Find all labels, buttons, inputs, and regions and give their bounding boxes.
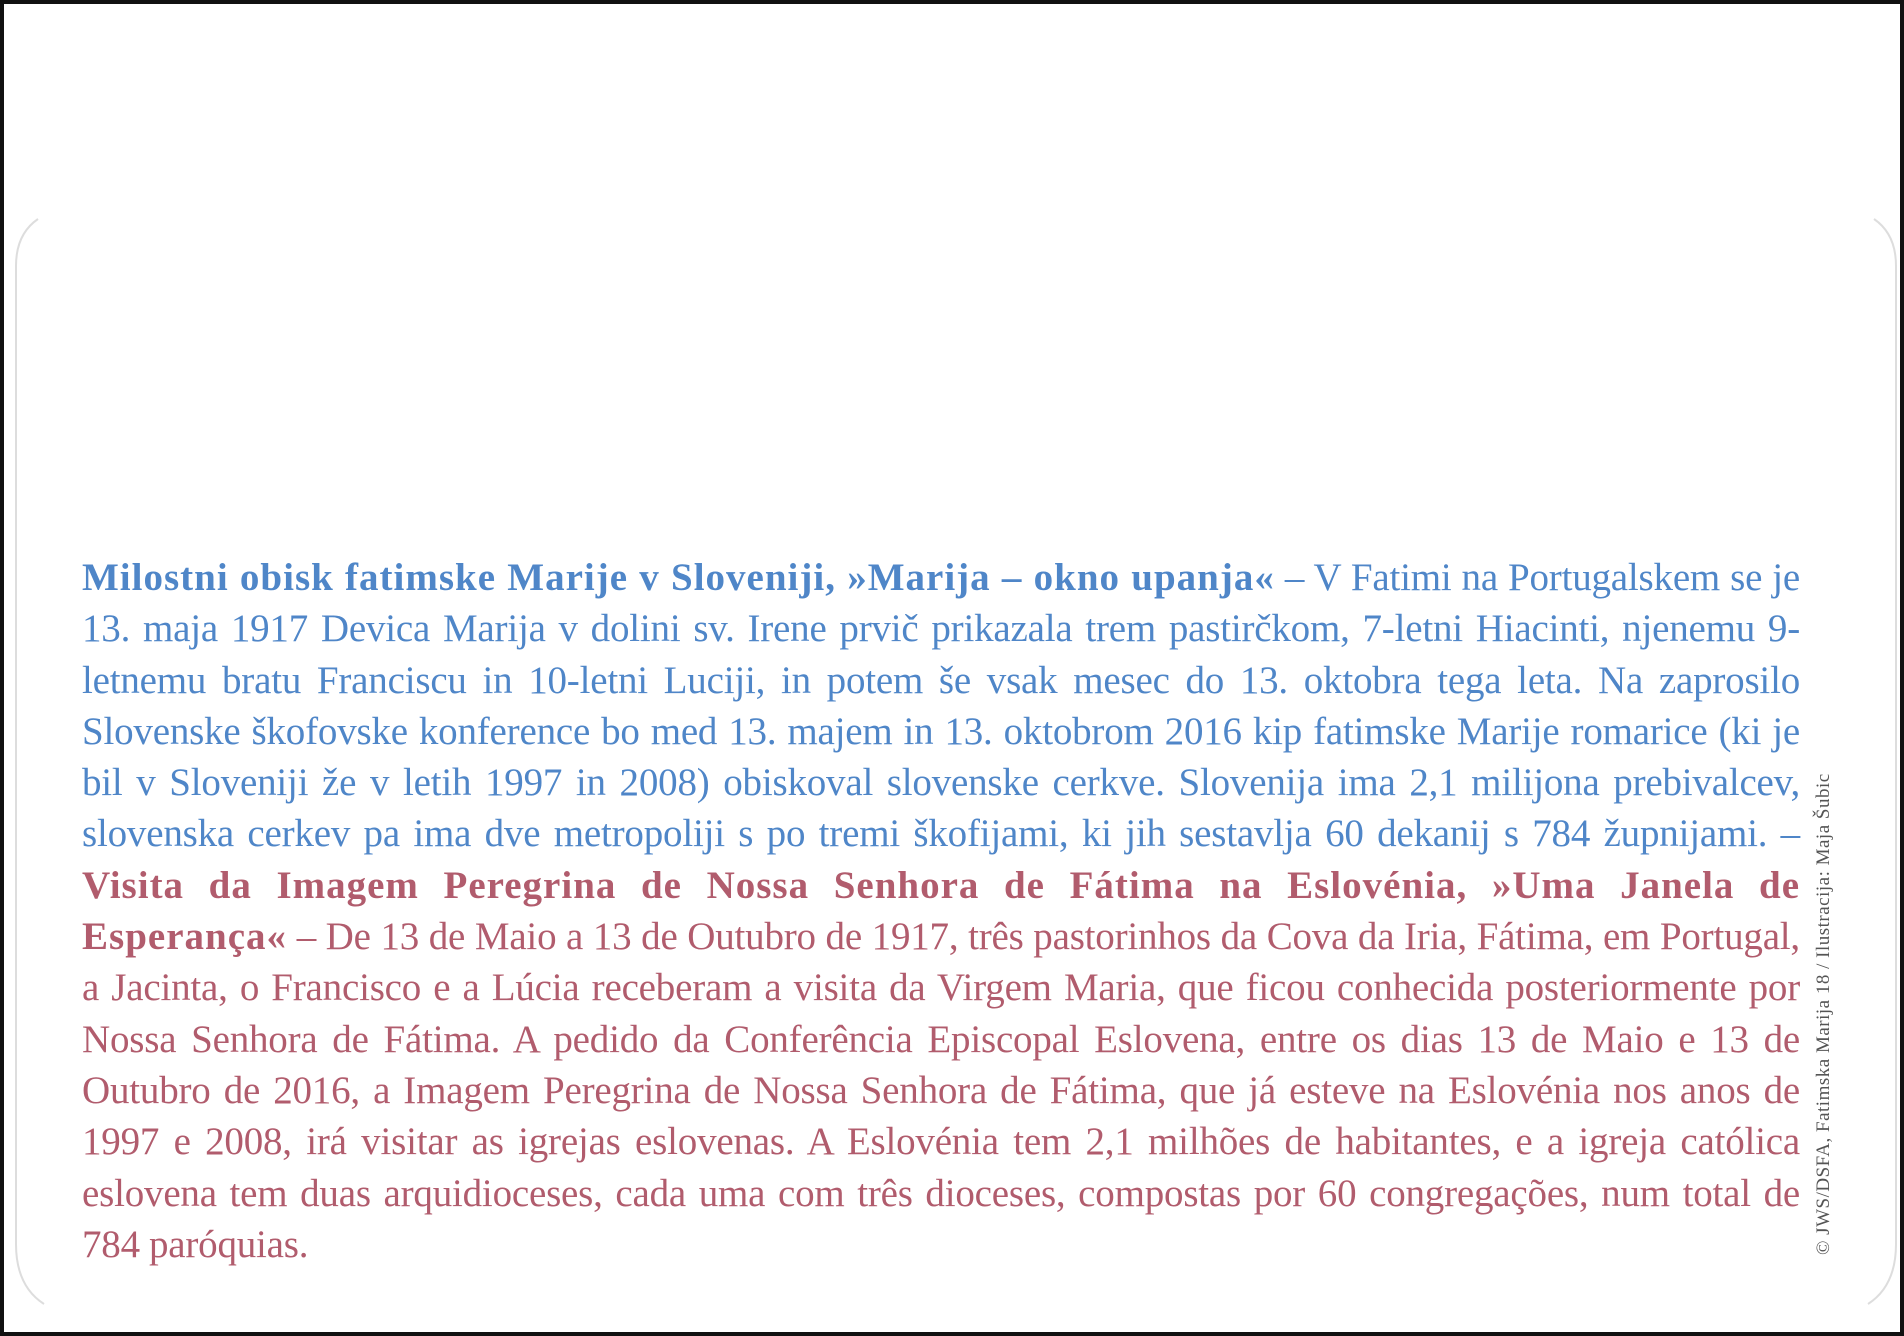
portuguese-title: Visita da Imagem Peregrina de Nossa Senhora de Fátima na Eslovénia, »Uma Janela de Esperança« xyxy=(82,863,1800,959)
portuguese-body: – De 13 de Maio a 13 de Outubro de 1917, três pastorinhos da Cova da Iria, Fátima, em Portugal, a Jacinta, o Francisco e a Lúcia receberam a visita da Virgem Maria, que ficou conhecida posteriormente por Nossa Senhora de Fátima. A pedido da Conferência Episcopal Eslovena, entre os dias 13 de Maio e 13 de Outubro de 2016, a Imagem Peregrina de Nossa Senhora de Fátima, que já esteve na Eslovénia nos anos de 1997 e 2008, irá visitar as igrejas eslovenas. A Eslovénia tem 2,1 milhões de habitantes, e a igreja católica eslovena tem duas arquidioceses, cada uma com três dioceses, compostas por 60 congregações, num total de 784 paróquias. xyxy=(82,915,1800,1266)
description-text-block xyxy=(82,552,1800,1270)
credit-text: © JWS/DSFA, Fatimska Marija 18 / Ilustracija: Maja Šubic xyxy=(1813,773,1834,1255)
slovenian-body: – V Fatimi na Portugalskem se je 13. maja 1917 Devica Marija v dolini sv. Irene prvič prikazala trem pastirčkom, 7-letni Hiacinti, njenemu 9-letnemu bratu Franciscu in 10-letni Luciji, in potem še vsak mesec do 13. oktobra tega leta. Na zaprosilo Slovenske škofovske konference bo med 13. majem in 13. oktobrom 2016 kip fatimske Marije romarice (ki je bil v Sloveniji že v letih 1997 in 2008) obiskoval slovenske cerkve. Slovenija ima 2,1 milijona prebivalcev, slovenska cerkev pa ima dve metropoliji s po tremi škofijami, ki jih sestavlja 60 dekanij s 784 župnijami. – xyxy=(82,556,1801,856)
slovenian-title: Milostni obisk fatimske Marije v Sloveniji, »Marija – okno upanja« xyxy=(82,556,1275,599)
